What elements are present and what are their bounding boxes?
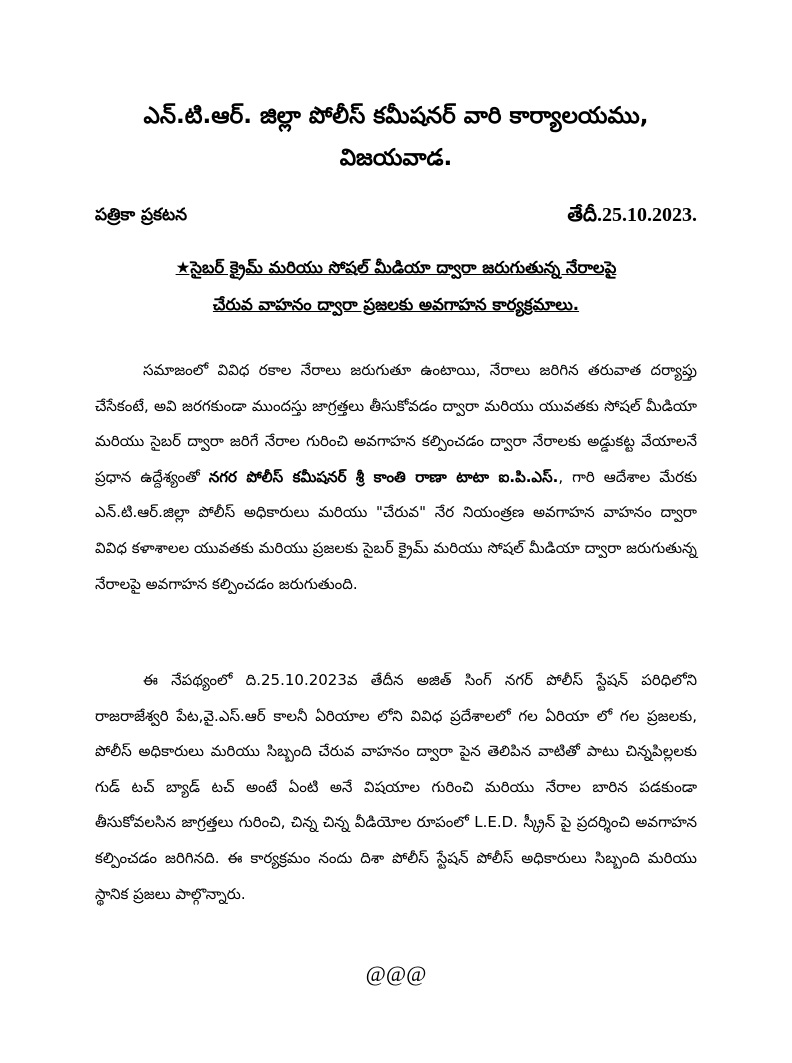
end-marker: @@@ [365,961,427,986]
para1-end: , గారి ఆదేశాల మేరకు ఎన్.టి.ఆర్.జిల్లా పోలీస్ అధికారులు మరియు "చేరువ" నేర నియంత్రణ అవగాహన వాహనం ద్వారా వివిధ కళాశాలల యువతకు మరియు ప్రజలకు సైబర్ క్రైమ్ మరియు సోషల్ మీడియా ద్వారా జరుగుతున్న నేరాలపై అవగాహన కల్పించడం జరుగుతుంది. [95,467,698,593]
body-paragraph-1 [95,353,697,602]
office-city: విజయవాడ. [339,145,453,171]
subject-text-1: ★సైబర్ క్రైమ్ మరియు సోషల్ మీడియా ద్వారా జరుగుతున్న నేరాలపై [175,258,617,277]
subject-line-2 [0,293,792,317]
press-release-label: పత్రికా ప్రకటన [95,205,188,225]
subject-text-2: చేరువ వాహనం ద్వారా ప్రజలకు అవగాహన కార్యక్రమాలు. [212,295,580,314]
body-paragraph-2: ఈ నేపథ్యంలో ది.25.10.2023వ తేదీన అజిత్ సింగ్ నగర్ పోలీస్ స్టేషన్ పరిధిలోని రాజరాజేశ్వరి పేట,వై.ఎస్.ఆర్ కాలనీ ఏరియాల లోని వివిధ ప్రదేశాలలో గల ఏరియా లో గల ప్రజలకు, పోలీస్ అధికారులు మరియు సిబ్బంది చేరువ వాహనం ద్వారా పైన తెలిపిన వాటితో పాటు చిన్నపిల్లలకు గుడ్ టచ్ బ్యాడ్ టచ్ అంటే ఏంటి అనే విషయాల గురించి మరియు నేరాల బారిన పడకుండా తీసుకోవలసిన జాగ్రత్తలు గురించి, చిన్న చిన్న వీడియోల రూపంలో L.E.D. స్క్రీన్ పై ప్రదర్శించి అవగాహన కల్పించడం జరిగినది. ఈ కార్యక్రమం నందు దిశా పోలీస్ స్టేషన్ పోలీస్ అధికారులు సిబ్బంది మరియు స్థానిక ప్రజలు పాల్గొన్నారు. [95,671,697,903]
release-date: తేదీ.25.10.2023. [567,204,697,226]
office-title: ఎన్.టి.ఆర్. జిల్లా పోలీస్ కమీషనర్ వారి కార్యాలయము, [143,103,649,129]
subject-line-1 [0,256,792,280]
commissioner-name: నగర పోలీస్ కమీషనర్ శ్రీ కాంతి రాణా టాటా ఐ.పి.ఎస్. [208,467,559,486]
para1-start: సమాజంలో వివిధ రకాల నేరాలు జరుగుతూ ఉంటాయి, నేరాలు జరిగిన తరువాత దర్యాప్తు చేసేకంటే, అవి జరగకుండా ముందస్తు జాగ్రత్తలు తీసుకోవడం ద్వారా మరియు యువతకు సోషల్ మీడియా మరియు సైబర్ ద్వారా జరిగే నేరాల గురించి అవగాహన కల్పించడం ద్వారా నేరాలకు అడ్డుకట్ట వేయాలనే ప్రధాన ఉద్దేశ్యంతో [95,361,697,486]
